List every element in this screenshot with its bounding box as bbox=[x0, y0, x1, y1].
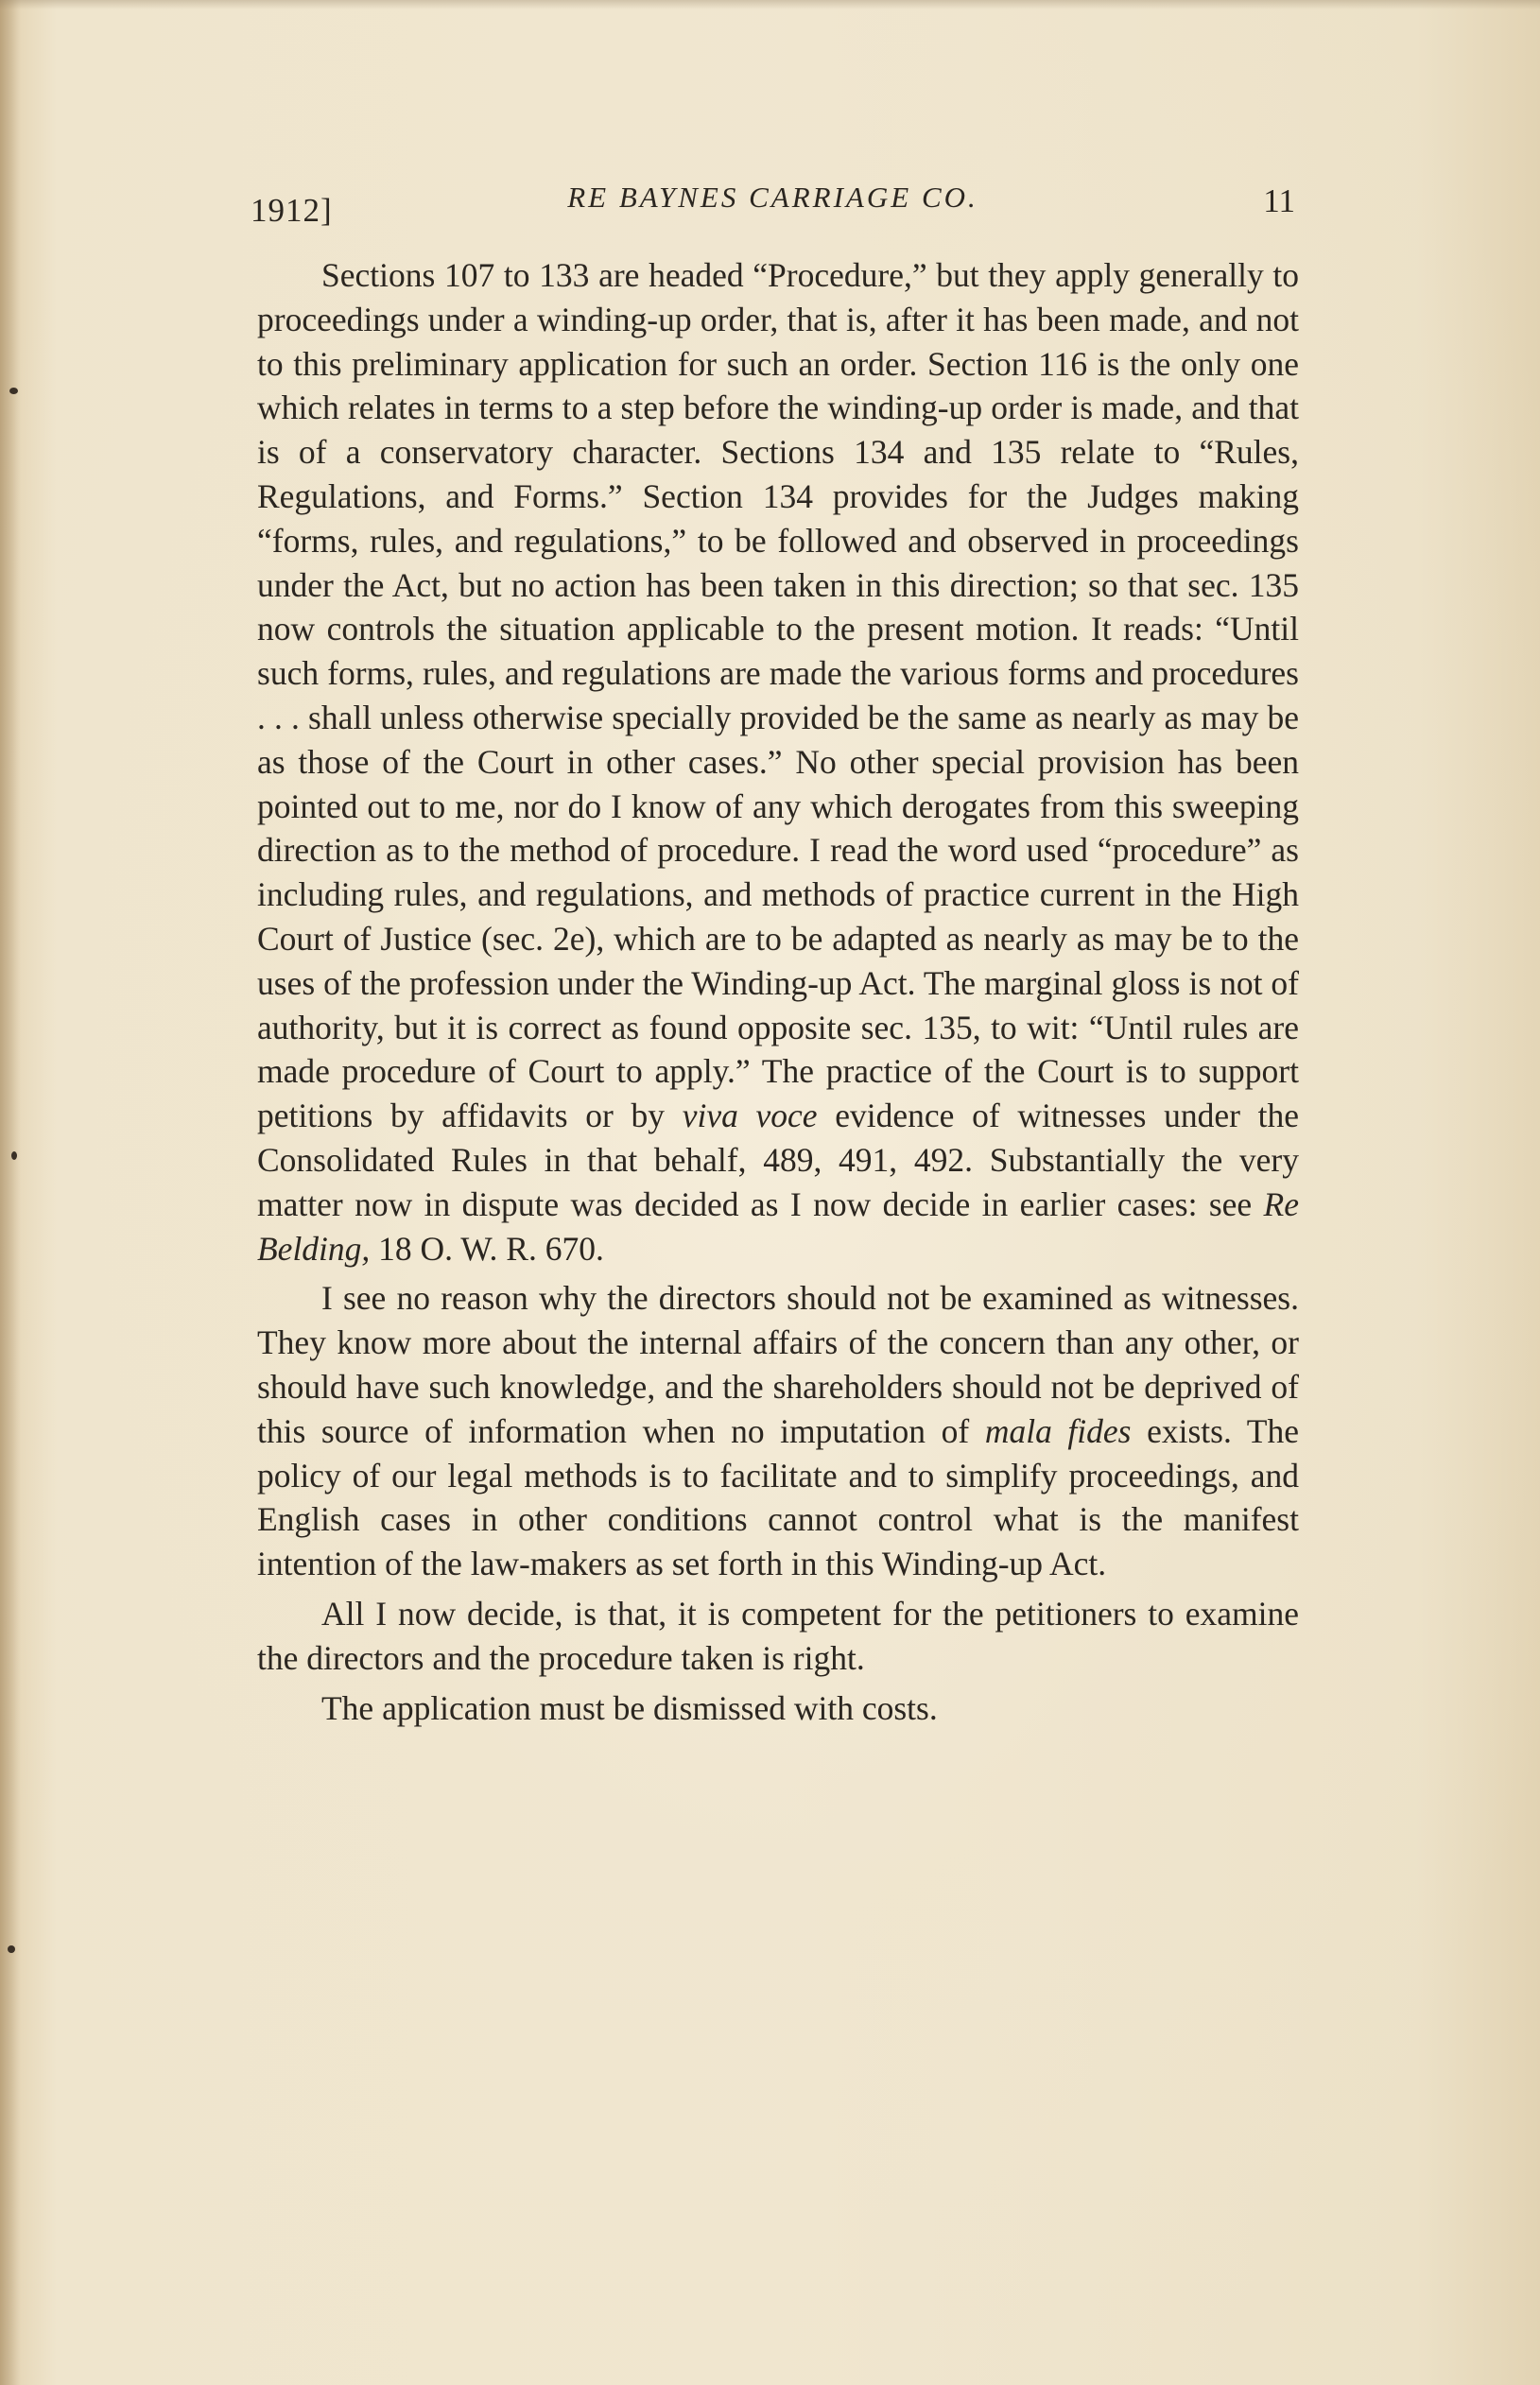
case-citation: Re Belding, bbox=[257, 1184, 1299, 1268]
paragraph-text: exists. The policy of our legal methods is to facilitate and to simplify proceedings, and English cases in other conditions cannot control what is the manifest intention of the law-makers as set forth in this Winding-up Act. bbox=[257, 1411, 1299, 1583]
page-gutter-shadow bbox=[0, 0, 21, 2385]
paragraph bbox=[257, 253, 1299, 1270]
ink-speck bbox=[11, 1151, 17, 1160]
paragraph-text: All I now decide, is that, it is competent for the petitioners to examine the directors and the procedure taken is right. bbox=[257, 1594, 1299, 1677]
running-header bbox=[251, 175, 1295, 228]
page-top-shadow bbox=[0, 0, 1540, 9]
paragraph-text: I see no reason why the directors should not be examined as witnesses. They know more about the internal affairs of the concern than any other, or should have such knowledge, and the shareholders should not be deprived of this source of information when no imputation of bbox=[257, 1279, 1299, 1450]
running-title: RE BAYNES CARRIAGE CO. bbox=[567, 181, 978, 214]
paragraph bbox=[257, 1686, 1299, 1731]
page-number: 11 bbox=[1263, 182, 1295, 219]
paragraph-text: evidence of witnesses under the Consolidated Rules in that behalf, 489, 491, 492. Substantially the very matter now in dispute was decided as I now decide in earlier cases: see bbox=[257, 1097, 1299, 1223]
ink-speck bbox=[8, 1945, 15, 1953]
paragraph-text: The application must be dismissed with costs. bbox=[321, 1688, 938, 1727]
italic-phrase: viva voce bbox=[682, 1097, 818, 1135]
italic-phrase: mala fides bbox=[984, 1411, 1132, 1450]
body-text bbox=[257, 253, 1299, 1730]
paragraph-text: 18 O. W. R. 670. bbox=[370, 1229, 604, 1268]
paragraph-text: Sections 107 to 133 are headed “Procedure,” but they apply generally to proceedings under a winding-up order, that is, after it has been made, and not to this preliminary application for such an order. Section 116 is the only one which relates in terms to a step before the winding-up order is made, and that is of a conservatory character. Sections 134 and 135 relate to “Rules, Regulations, and Forms.” Section 134 provides for the Judges making “forms, rules, and regulations,” to be followed and observed in proceedings under the Act, but no action has been taken in this direction; so that sec. 135 now controls the situation applicable to the present motion. It reads: “Until such forms, rules, and regulations are made the various forms and procedures . . . shall unless otherwise specially provided be the same as nearly as may be as those of the Court in other cases.” No other special provision has been pointed out to me, nor do I know of any which derogates from this sweeping direction as to the method of procedure. I read the word used “procedure” as including rules, and regulations, and methods of practice current in the High Court of Justice (sec. 2e), which are to be adapted as nearly as may be to the uses of the profession under the Winding-up Act. The marginal gloss is not of authority, but it is correct as found opposite sec. 135, to wit: “Until rules are made procedure of Court to apply.” The practice of the Court is to support petitions by affidavits or by bbox=[257, 256, 1299, 1135]
paragraph bbox=[257, 1592, 1299, 1681]
header-year: 1912] bbox=[251, 192, 333, 229]
paragraph bbox=[257, 1276, 1299, 1586]
ink-speck bbox=[9, 388, 18, 394]
